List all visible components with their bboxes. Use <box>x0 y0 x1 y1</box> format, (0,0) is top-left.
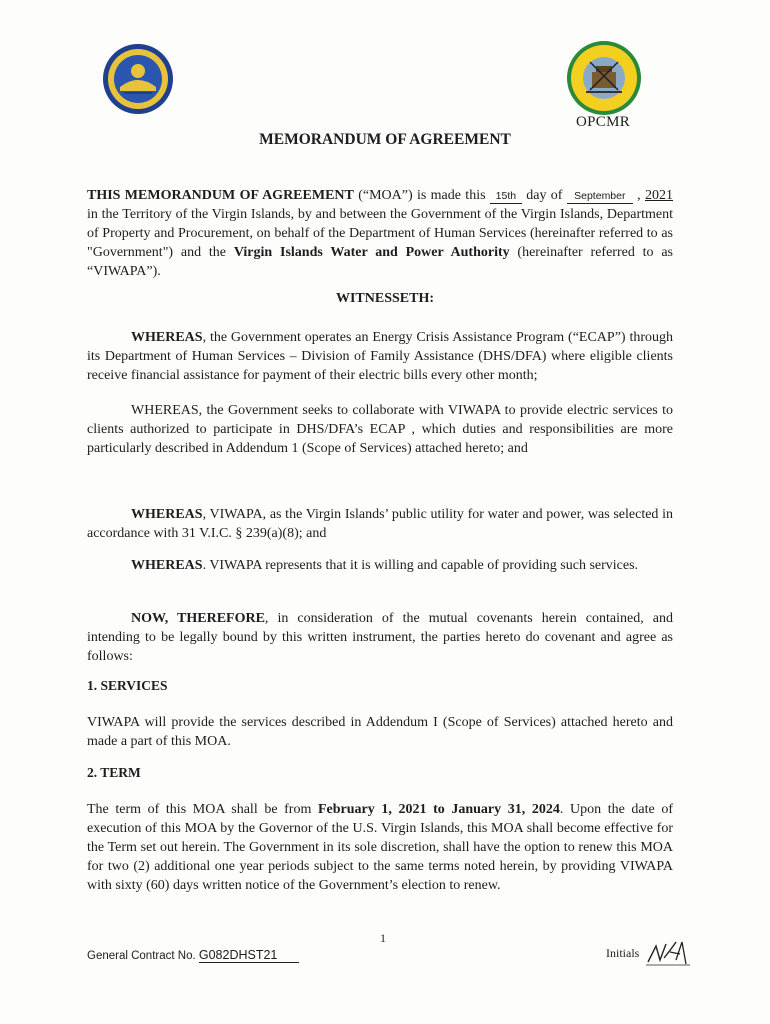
contract-number: G082DHST21 <box>199 948 299 963</box>
now-therefore-text: , in consideration of the mutual covenants herein contained, and intending to be legally bound by this written instrument, the parties hereto do covenant and agree as follows: <box>87 611 673 664</box>
term-heading: 2. TERM <box>87 765 141 780</box>
procurement-seal-icon <box>566 40 642 116</box>
whereas-paragraph <box>87 328 673 385</box>
contract-label: General Contract No. <box>87 950 196 962</box>
document-title: MEMORANDUM OF AGREEMENT <box>259 131 511 148</box>
intro-text: , <box>632 188 641 203</box>
page-number: 1 <box>380 931 386 945</box>
initials-signature-icon <box>646 938 690 968</box>
whereas-lead: WHEREAS <box>131 330 203 345</box>
whereas-lead: WHEREAS <box>131 403 199 418</box>
initials-label: Initials <box>606 946 640 960</box>
term-paragraph <box>87 800 673 895</box>
party-name: Virgin Islands Water and Power Authority <box>233 245 510 260</box>
intro-lead: THIS MEMORANDUM OF AGREEMENT <box>87 188 354 203</box>
witnesseth-heading: WITNESSETH: <box>335 291 435 306</box>
intro-text: (hereinafter referred to as “VIWAPA”). <box>87 245 673 279</box>
whereas-text: , the Government operates an Energy Crisis Assistance Program (“ECAP”) through its Department of Human Services – Division of Family Assistance (DHS/DFA) where eligible clients receive financial assistance for payment of their electric bills every other month; <box>87 330 673 383</box>
whereas-text: , VIWAPA, as the Virgin Islands’ public utility for water and power, was selected in accordance with 31 V.I.C. § 239(a)(8); and <box>87 507 673 541</box>
month-field: September <box>567 190 633 204</box>
term-text: . Upon the date of execution of this MOA by the Governor of the U.S. Virgin Islands, this MOA shall become effective for the Term set out herein. The Government in its sole discretion, shall have the option to renew this MOA for two (2) additional one year periods subject to the same terms noted herein, by providing VIWAPA with sixty (60) days written notice of the Government’s election to renew. <box>87 802 673 893</box>
now-therefore-paragraph <box>87 609 673 666</box>
whereas-lead: WHEREAS <box>131 507 203 522</box>
day-field: 15th <box>490 190 522 204</box>
seal-caption: OPCMR <box>576 114 631 130</box>
services-paragraph: VIWAPA will provide the services described in Addendum I (Scope of Services) attached hereto and made a part of this MOA. <box>87 715 673 749</box>
whereas-text: . VIWAPA represents that it is willing and capable of providing such services. <box>202 558 639 573</box>
whereas-lead: WHEREAS <box>131 558 203 573</box>
term-dates: February 1, 2021 to January 31, 2024 <box>317 802 560 817</box>
intro-text: in the Territory of the Virgin Islands, by and between the Government of the Virgin Islands, Department of Property and Procurement, on behalf of the Department of Human Services (hereinafter referred to as "Government") and the <box>87 207 673 260</box>
whereas-text: , the Government seeks to collaborate with VIWAPA to provide electric services to clients authorized to participate in DHS/DFA’s ECAP , which duties and responsibilities are more particularly described in Addendum 1 (Scope of Services) attached hereto; and <box>87 403 673 456</box>
whereas-paragraph <box>87 556 673 575</box>
government-seal-icon <box>102 43 174 115</box>
year-field: 2021 <box>645 188 673 203</box>
services-heading: 1. SERVICES <box>87 678 168 693</box>
intro-text: (“MOA”) is made this <box>353 188 490 203</box>
intro-paragraph <box>87 186 673 281</box>
contract-number-line <box>87 948 299 963</box>
term-text: The term of this MOA shall be from <box>87 802 318 817</box>
whereas-paragraph <box>87 401 673 458</box>
intro-text: day of <box>521 188 567 203</box>
whereas-paragraph <box>87 505 673 543</box>
now-therefore-lead: NOW, THEREFORE <box>131 611 265 626</box>
